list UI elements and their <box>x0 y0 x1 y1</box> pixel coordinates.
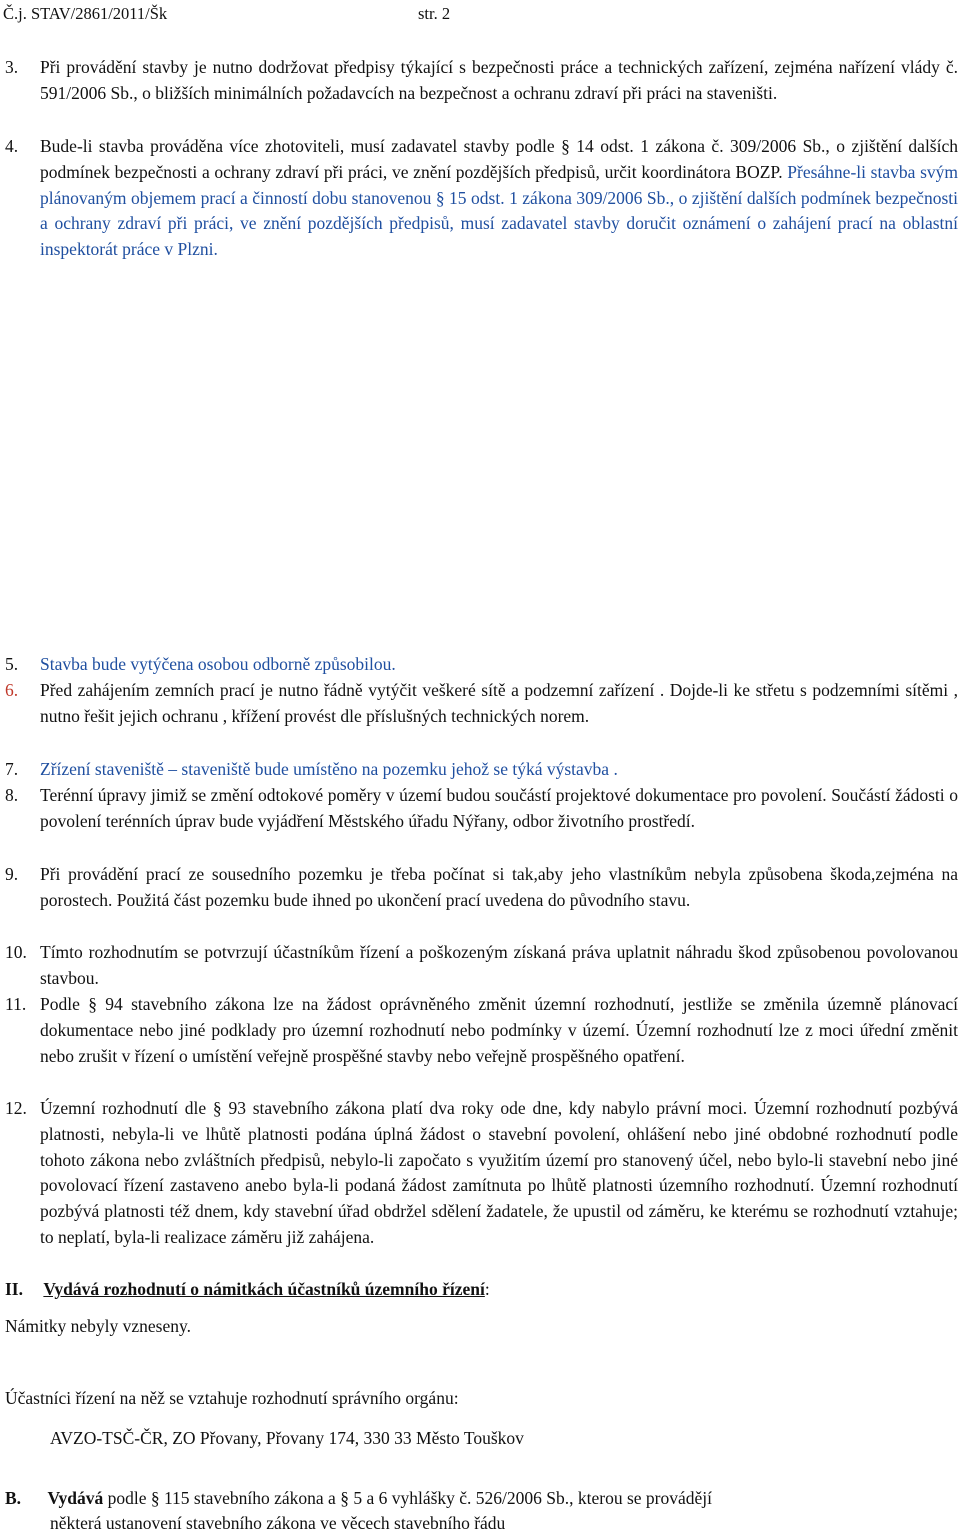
item-number: 6. <box>5 680 19 700</box>
item-number: 11. <box>5 994 27 1014</box>
item-number: 7. <box>5 759 19 779</box>
page-number: str. 2 <box>418 4 451 23</box>
section-b-verb: Vydává <box>47 1488 104 1508</box>
section-ii-heading <box>5 1277 490 1303</box>
reference-number: Č.j. STAV/2861/2011/Šk <box>3 4 168 23</box>
item-number: 12. <box>5 1098 27 1118</box>
item-text <box>40 134 958 263</box>
condition-item-9 <box>5 862 958 914</box>
page-header <box>3 1 451 27</box>
item-text: Tímto rozhodnutím se potvrzují účastníkům řízení a poškozeným získaná práva uplatnit náhradu škod způsobenou povolovanou stavbou. <box>40 942 958 988</box>
condition-item-11 <box>5 992 958 1069</box>
item-text: Zřízení staveniště – staveniště bude umístěno na pozemku jehož se týká výstavba . <box>40 759 618 779</box>
section-b <box>5 1486 712 1512</box>
item-text: Terénní úpravy jimiž se změní odtokové poměry v území budou součástí projektové dokumentace pro povolení. Součástí žádosti o povolení terénních úprav bude vyjádření Městského úřadu Nýřany, odbor životního prostředí. <box>40 785 958 831</box>
item-text: Při provádění stavby je nutno dodržovat předpisy týkající s bezpečnosti práce a technických zařízení, zejména nařízení vlády č. 591/2006 Sb., o bližších minimálních požadavcích na bezpečnost a ochranu zdraví při práci na staveništi. <box>40 57 958 103</box>
participants-label: Účastníci řízení na něž se vztahuje rozhodnutí správního orgánu: <box>5 1388 459 1408</box>
section-b-text: podle § 115 stavebního zákona a § 5 a 6 vyhlášky č. 526/2006 Sb., kterou se provádějí <box>107 1488 713 1508</box>
condition-item-8 <box>5 783 958 835</box>
item-number: 4. <box>5 136 19 156</box>
condition-item-3 <box>5 55 958 107</box>
condition-item-7 <box>5 757 958 783</box>
item-number: 8. <box>5 785 19 805</box>
item-text: Při provádění prací ze sousedního pozemku je třeba počínat si tak,aby jeho vlastníkům nebyla způsobena škoda,zejména na porostech. Použitá část pozemku bude ihned po ukončení prací uvedena do původního stavu. <box>40 864 958 910</box>
condition-item-10 <box>5 940 958 992</box>
condition-item-6 <box>5 678 958 730</box>
item-text-part-b: Přesáhne-li stavba svým plánovaným objemem prací a činností dobu stanovenou § 15 odst. 1 zákona 309/2006 Sb., o zjištění dalších podmínek bezpečnosti a ochrany zdraví při práci, ve znění pozdějších předpisů, musí zadavatel stavby doručit oznámení o zahájení prací na oblastní inspektorát práce v Plzni. <box>40 161 958 260</box>
condition-item-5 <box>5 652 958 678</box>
section-colon: : <box>484 1279 490 1299</box>
item-text: Podle § 94 stavebního zákona lze na žádost oprávněného změnit územní rozhodnutí, jestliže se změnila územně plánovací dokumentace nebo jiné podklady pro územní rozhodnutí nebo podmínky v území. Územní rozhodnutí lze z moci úřední změnit nebo zrušit v řízení o umístění veřejně prospěšné stavby nebo veřejně prospěšného opatření. <box>40 994 958 1066</box>
item-number: 9. <box>5 864 19 884</box>
item-text-part-a: Bude-li stavba prováděna více zhotoviteli, musí zadavatel stavby podle § 14 odst. 1 zákona č. 309/2006 Sb., o zjištění dalších podmínek bezpečnosti a ochrany zdraví při práci, ve znění pozdějších předpisů, určit koordinátora BOZP. <box>40 136 958 182</box>
item-text: Před zahájením zemních prací je nutno řádně vytýčit veškeré sítě a podzemní zařízení . Dojde-li ke střetu s podzemními sítěmi , nutno řešit jejich ochranu , křížení provést dle příslušných technických norem. <box>40 680 958 726</box>
condition-item-4 <box>5 134 958 263</box>
condition-item-12 <box>5 1096 958 1251</box>
item-text: Územní rozhodnutí dle § 93 stavebního zákona platí dva roky ode dne, kdy nabylo právní moci. Územní rozhodnutí pozbývá platnosti, nebyla-li ve lhůtě platnosti podána úplná žádost o stavební povolení, ohlášení nebo jiné obdobné rozhodnutí podle tohoto zákona nebo zvláštních předpisů, nebylo-li započato s využitím území pro stanovený účel, nebo bylo-li stavební nebo jiné povolovací řízení zastaveno anebo byla-li podaná žádost zamítnuta po lhůtě platnosti územního rozhodnutí. Územní rozhodnutí pozbývá platnosti též dnem, kdy stavební úřad obdržel sdělení žadatele, že upustil od záměru, ke kterému se rozhodnutí vztahuje; to neplatí, byla-li realizace záměru již zahájena. <box>40 1098 958 1247</box>
objections-text: Námitky nebyly vzneseny. <box>5 1316 191 1336</box>
item-number: 3. <box>5 57 19 77</box>
participants-value: AVZO-TSČ-ČR, ZO Přovany, Přovany 174, 330 33 Město Touškov <box>50 1428 524 1448</box>
section-number: II. <box>5 1279 23 1299</box>
item-text: Stavba bude vytýčena osobou odborně způsobilou. <box>40 654 396 674</box>
section-title: Vydává rozhodnutí o námitkách účastníků územního řízení <box>43 1279 485 1299</box>
item-number: 10. <box>5 942 27 962</box>
item-number: 5. <box>5 654 19 674</box>
section-b-number: B. <box>5 1488 22 1508</box>
section-b-text-continued: některá ustanovení stavebního zákona ve věcech stavebního řádu <box>50 1513 506 1533</box>
